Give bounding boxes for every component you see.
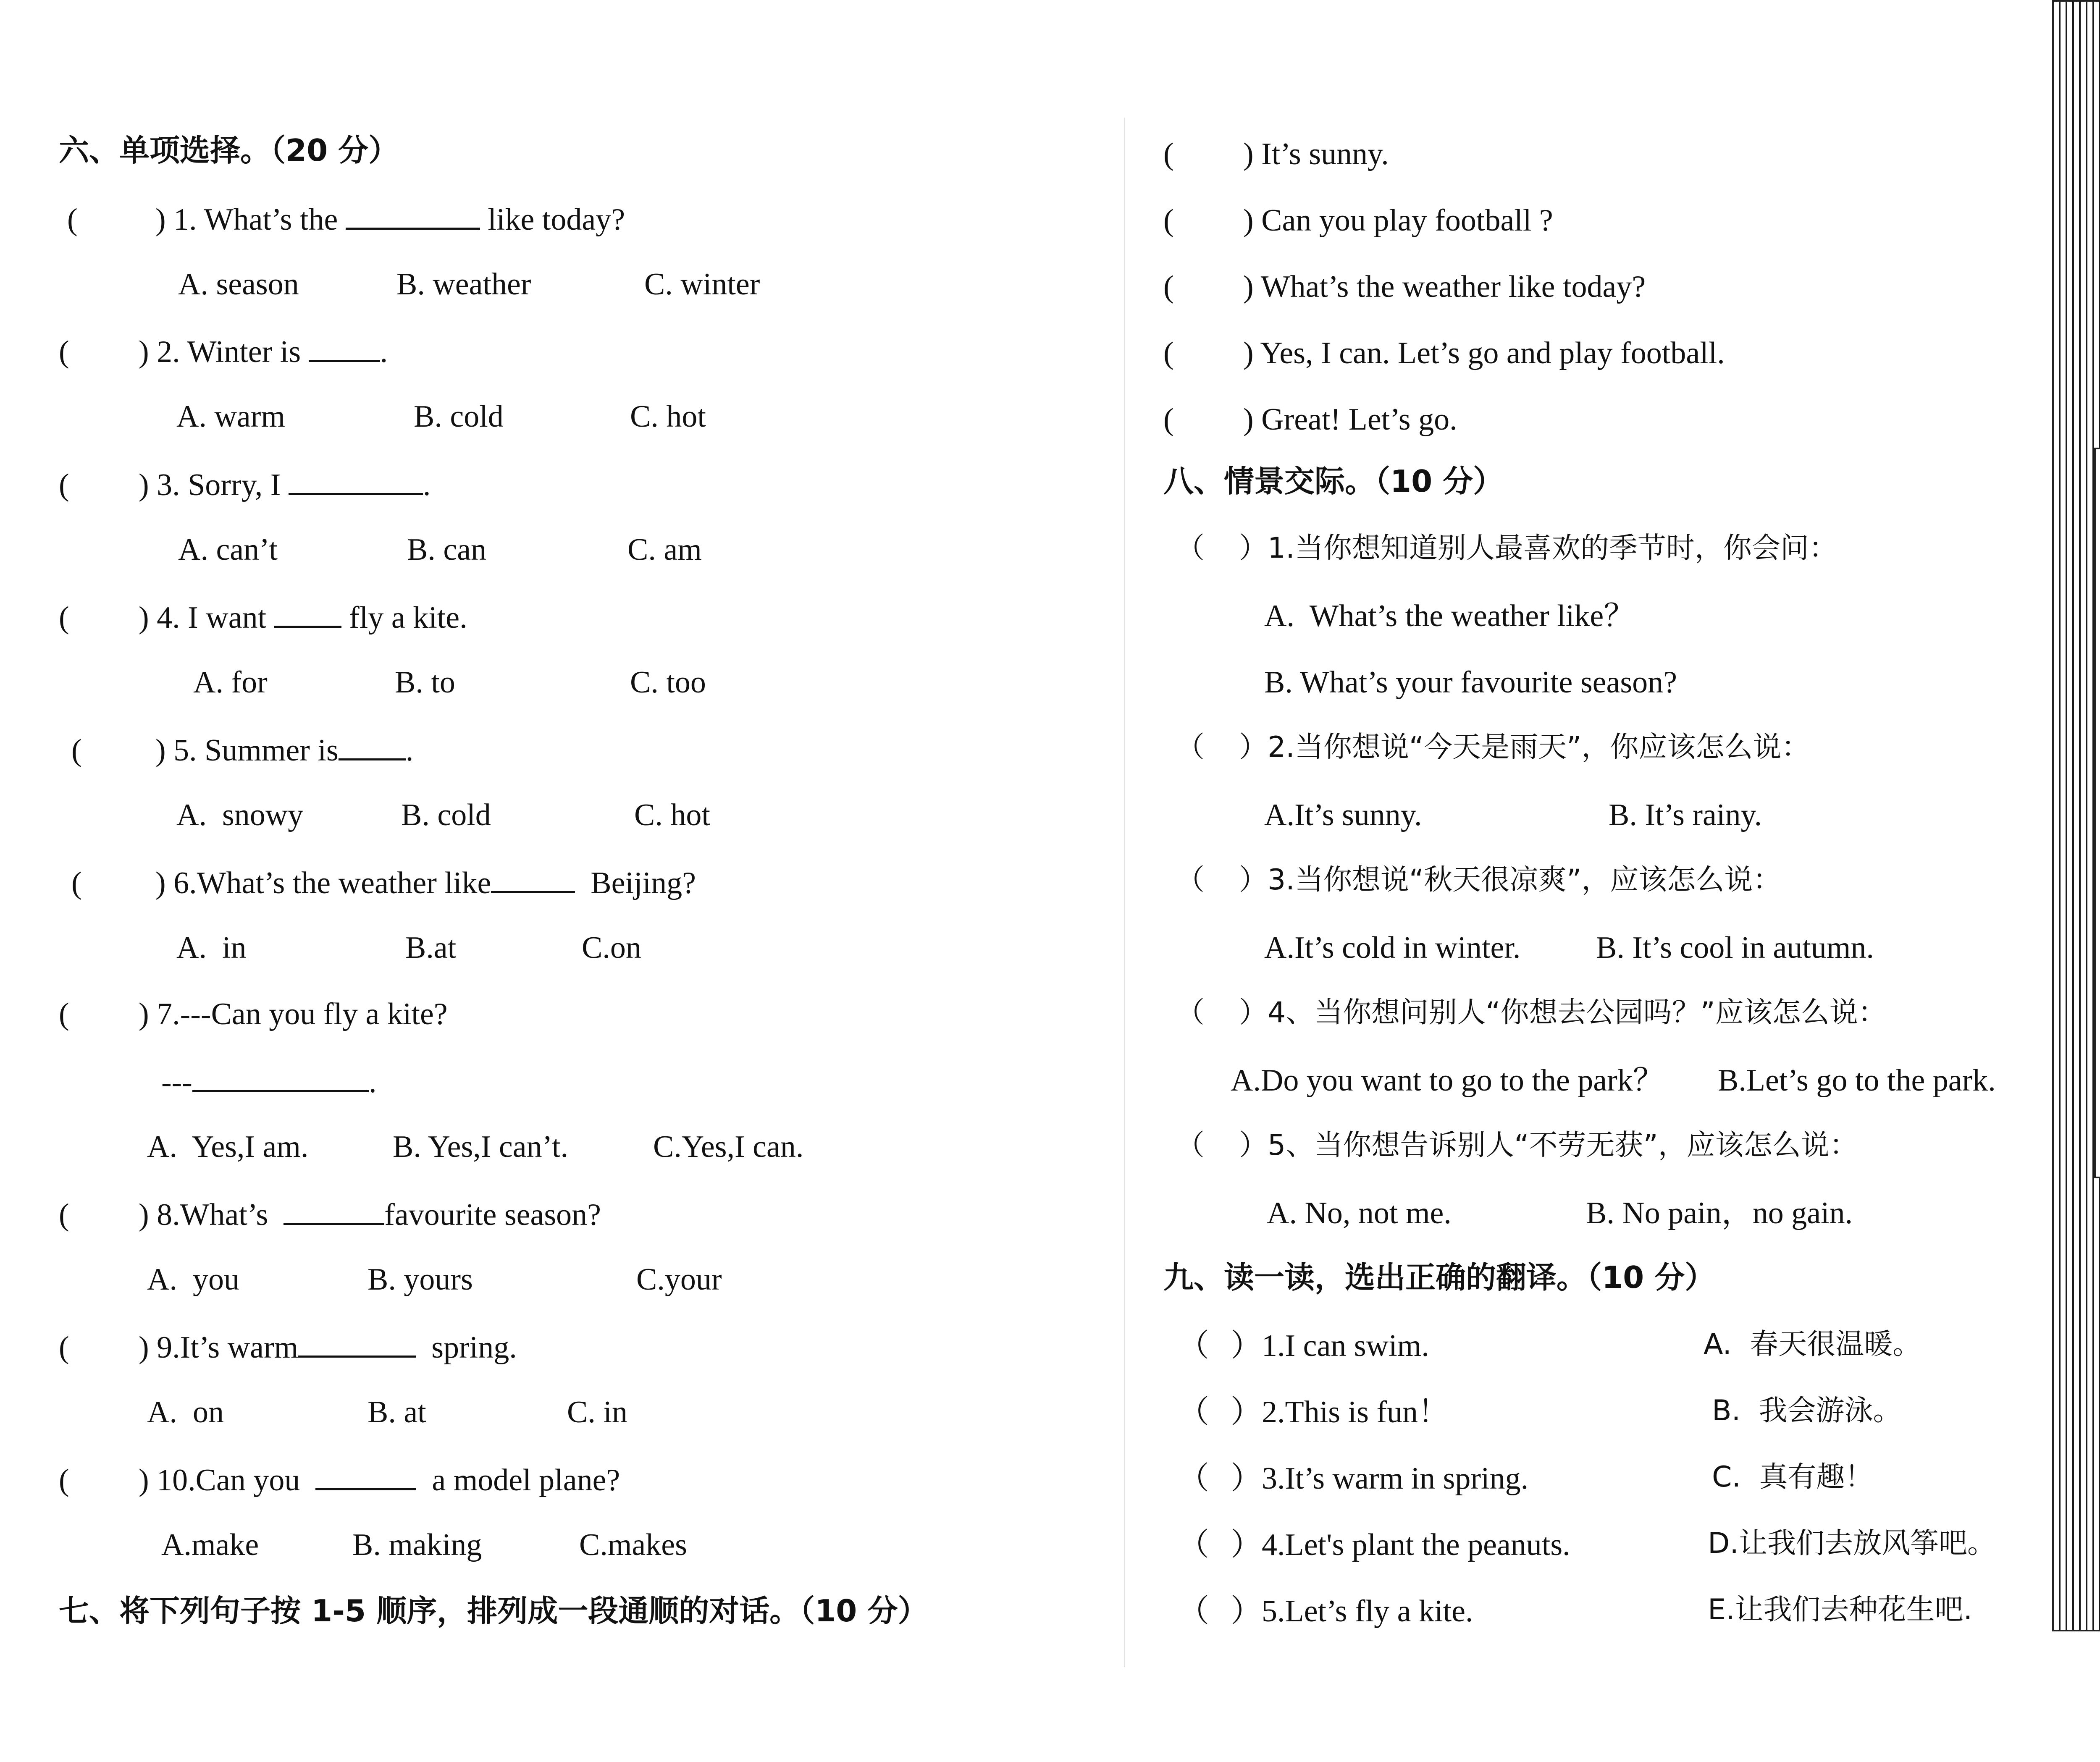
- section-8-title: 八、情景交际。（10 分）: [1163, 464, 1504, 499]
- question-10: ( ) 10.Can you a model plane?: [59, 1463, 620, 1497]
- section-6-title: 六、单项选择。（20 分）: [59, 133, 399, 168]
- question-10-options: A.make B. making C.makes: [161, 1528, 687, 1562]
- binding-margin: [2052, 0, 2100, 1631]
- seal-notice-box: [2094, 448, 2100, 1178]
- answer-blank[interactable]: [192, 1065, 369, 1092]
- situation-1-option-b: B. What’s your favourite season?: [1264, 665, 1677, 700]
- translation-row-1: （ ）1.I can swim.: [1178, 1329, 1429, 1363]
- question-7: ( ) 7.---Can you fly a kite?: [59, 997, 448, 1031]
- translation-row-2: （ ）2.This is fun！: [1178, 1395, 1449, 1429]
- translation-row-5: （ ）5.Let’s fly a kite.: [1178, 1594, 1473, 1628]
- question-6: ( ) 6.What’s the weather like Beijing?: [71, 866, 696, 900]
- question-1: ( ) 1. What’s the like today?: [67, 202, 625, 237]
- situation-4-options: A.Do you want to go to the park？ B.Let’s go to the park.: [1231, 1063, 1996, 1098]
- question-4-options: A. for B. to C. too: [193, 665, 706, 700]
- answer-blank[interactable]: [284, 1198, 384, 1225]
- translation-option-2: B. 我会游泳。: [1712, 1394, 1902, 1427]
- situation-1: （ ）1.当你想知道别人最喜欢的季节时，你会问：: [1176, 532, 1838, 565]
- question-7-answer: --- .: [161, 1065, 377, 1099]
- situation-3: （ ）3.当你想说“秋天很凉爽”，应该怎么说：: [1176, 863, 1782, 897]
- answer-blank[interactable]: [298, 1330, 416, 1358]
- seal-char: [2096, 1048, 2100, 1075]
- question-3-options: A. can’t B. can C. am: [178, 532, 702, 567]
- section-9-title: 九、读一读，选出正确的翻译。（10 分）: [1163, 1260, 1715, 1295]
- situation-2: （ ）2.当你想说“今天是雨天”，你应该怎么说：: [1176, 731, 1810, 764]
- seal-char: [2096, 827, 2100, 854]
- translation-option-5: E.让我们去种花生吧.: [1708, 1593, 1973, 1626]
- situation-5: （ ）5、当你想告诉别人“不劳无获”，应该怎么说：: [1176, 1129, 1858, 1162]
- seal-char: [2096, 607, 2100, 634]
- translation-row-4: （ ）4.Let's plant the peanuts.: [1178, 1528, 1570, 1562]
- answer-blank[interactable]: [309, 335, 380, 362]
- dialogue-line-3: ( ) What’s the weather like today?: [1163, 270, 1646, 304]
- answer-blank[interactable]: [491, 866, 575, 893]
- seal-char: [2096, 974, 2100, 1001]
- answer-blank[interactable]: [346, 202, 480, 230]
- situation-3-options: A.It’s cold in winter. B. It’s cool in autumn.: [1264, 931, 1874, 965]
- question-8: ( ) 8.What’s favourite season?: [59, 1198, 601, 1232]
- seal-char: [2096, 901, 2100, 928]
- situation-1-option-a: A. What’s the weather like？: [1264, 599, 1635, 633]
- seal-char: [2096, 754, 2100, 781]
- question-9: ( ) 9.It’s warm spring.: [59, 1330, 517, 1365]
- question-1-options: A. season B. weather C. winter: [178, 267, 760, 302]
- question-4: ( ) 4. I want fly a kite.: [59, 600, 467, 635]
- translation-row-3: （ ）3.It’s warm in spring.: [1178, 1461, 1529, 1496]
- dialogue-line-2: ( ) Can you play football ?: [1163, 203, 1553, 238]
- question-8-options: A. you B. yours C.your: [147, 1262, 722, 1297]
- seal-char: [2096, 680, 2100, 707]
- question-5-options: A. snowy B. cold C. hot: [176, 798, 710, 832]
- question-9-options: A. on B. at C. in: [147, 1395, 627, 1429]
- translation-option-1: A. 春天很温暖。: [1704, 1328, 1922, 1361]
- question-6-options: A. in B.at C.on: [176, 931, 641, 965]
- question-2: ( ) 2. Winter is .: [59, 335, 388, 369]
- seal-char: [2096, 533, 2100, 560]
- question-2-options: A. warm B. cold C. hot: [176, 399, 706, 434]
- dialogue-line-4: ( ) Yes, I can. Let’s go and play football.: [1163, 336, 1725, 370]
- section-7-title: 七、将下列句子按 1-5 顺序，排列成一段通顺的对话。（10 分）: [59, 1593, 928, 1628]
- translation-option-3: C. 真有趣！: [1712, 1460, 1874, 1494]
- question-7-options: A. Yes,I am. B. Yes,I can’t. C.Yes,I can.: [147, 1130, 804, 1164]
- answer-blank[interactable]: [274, 600, 341, 628]
- dialogue-line-5: ( ) Great! Let’s go.: [1163, 402, 1457, 437]
- situation-4: （ ）4、当你想问别人“你想去公园吗？”应该怎么说：: [1176, 996, 1887, 1029]
- question-5: ( ) 5. Summer is .: [71, 733, 414, 768]
- question-3: ( ) 3. Sorry, I .: [59, 468, 431, 502]
- column-divider: [1124, 118, 1125, 1667]
- dialogue-line-1: ( ) It’s sunny.: [1163, 137, 1389, 171]
- situation-2-options: A.It’s sunny. B. It’s rainy.: [1264, 798, 1762, 832]
- answer-blank[interactable]: [339, 733, 406, 760]
- answer-blank[interactable]: [289, 468, 423, 495]
- situation-5-options: A. No, not me. B. No pain，no gain.: [1267, 1196, 1853, 1230]
- translation-option-4: D.让我们去放风筝吧。: [1708, 1527, 1996, 1560]
- answer-blank[interactable]: [315, 1463, 416, 1490]
